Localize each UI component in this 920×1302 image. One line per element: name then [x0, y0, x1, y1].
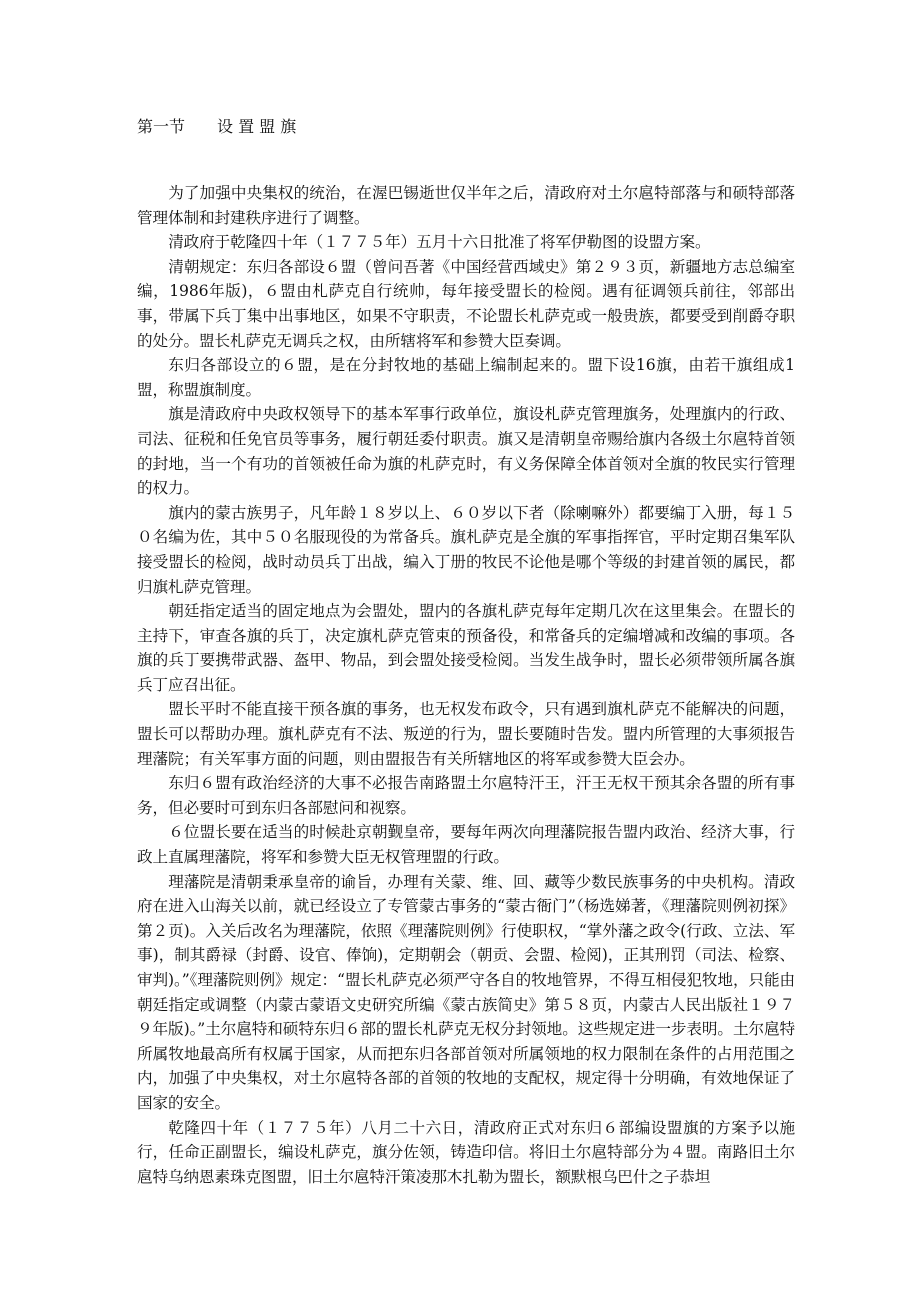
paragraph: 乾隆四十年（１７７５年）八月二十六日，清政府正式对东归６部编设盟旗的方案予以施行，任命正副盟长，编设札萨克，旗分佐领，铸造印信。将旧土尔扈特部分为４盟。南路旧土尔扈特乌纳恩素珠克图盟，旧土尔扈特汗策凌那木扎勒为盟长，额默根乌巴什之子恭坦 [137, 1118, 795, 1186]
paragraph: 旗是清政府中央政权领导下的基本军事行政单位，旗设札萨克管理旗务，处理旗内的行政、司法、征税和任免官员等事务，履行朝廷委付职责。旗又是清朝皇帝赐给旗内各级土尔扈特首领的封地，当一个有功的首领被任命为旗的札萨克时，有义务保障全体首领对全旗的牧民实行管理的权力。 [137, 405, 795, 498]
paragraph: ６位盟长要在适当的时候赴京朝觐皇帝，要每年两次向理藩院报告盟内政治、经济大事，行政上直属理藩院，将军和参赞大臣无权管理盟的行政。 [137, 823, 795, 867]
body-text [137, 181, 795, 1189]
paragraph: 盟长平时不能直接干预各旗的事务，也无权发布政令，只有遇到旗札萨克不能解决的问题，盟长可以帮助办理。旗札萨克有不法、叛逆的行为，盟长要随时告发。盟内所管理的大事须报告理藩院；有关军事方面的问题，则由盟报告有关所辖地区的将军或参赞大臣会办。 [137, 700, 795, 768]
paragraph: 东归６盟有政治经济的大事不必报告南路盟土尔扈特汗王，汗王无权干预其余各盟的所有事务，但必要时可到东归各部慰问和视察。 [137, 774, 795, 817]
paragraph: 清朝规定：东归各部设６盟（曾问吾著《中国经营西域史》第２９３页，新疆地方志总编室编，1986年版)，６盟由札萨克自行统帅，每年接受盟长的检阅。遇有征调领兵前往，邻部出事，带属下兵丁集中出事地区，如果不守职责，不论盟长札萨克或一般贵族，都要受到削爵夺职的处分。盟长札萨克无调兵之权，由所辖将军和参赞大臣奏调。 [137, 257, 795, 350]
paragraph: 旗内的蒙古族男子，凡年龄１８岁以上、６０岁以下者（除喇嘛外）都要编丁入册，每１５０名编为佐，其中５０名服现役的为常备兵。旗札萨克是全旗的军事指挥官，平时定期召集军队接受盟长的检阅，战时动员兵丁出战，编入丁册的牧民不论他是哪个等级的封建首领的属民，都归旗札萨克管理。 [137, 503, 795, 596]
paragraph: 理藩院是清朝秉承皇帝的谕旨，办理有关蒙、维、回、藏等少数民族事务的中央机构。清政府在进入山海关以前，就已经设立了专管蒙古事务的“蒙古衙门”（杨选娣著，《理藩院则例初探》第２页)。入关后改名为理藩院，依照《理藩院则例》行使职权，“掌外藩之政令(行政、立法、军事)，制其爵禄（封爵、设官、俸饷)，定期朝会（朝贡、会盟、检阅)，正其刑罚（司法、检察、审判)。”《理藩院则例》规定：“盟长札萨克必须严守各自的牧地管界，不得互相侵犯牧地，只能由朝廷指定或调整（内蒙古蒙语文史研究所编《蒙古族简史》第５８页，内蒙古人民出版社１９７９年版)。”土尔扈特和硕特东归６部的盟长札萨克无权分封领地。这些规定进一步表明。土尔扈特所属牧地最高所有权属于国家，从而把东归各部首领对所属领地的权力限制在条件的占用范围之内，加强了中央集权，对土尔扈特各部的首领的牧地的支配权，规定得十分明确，有效地保证了国家的安全。 [137, 872, 795, 1112]
section-title: 第一节 设 置 盟 旗 [137, 117, 297, 136]
paragraph: 朝廷指定适当的固定地点为会盟处，盟内的各旗札萨克每年定期几次在这里集会。在盟长的主持下，审查各旗的兵丁，决定旗札萨克管束的预备役，和常备兵的定编增减和改编的事项。各旗的兵丁要携带武器、盔甲、物品，到会盟处接受检阅。当发生战争时，盟长必须带领所属各旗兵丁应召出征。 [137, 602, 795, 694]
paragraph: 清政府于乾隆四十年（１７７５年）五月十六日批准了将军伊勒图的设盟方案。 [168, 233, 711, 252]
paragraph: 为了加强中央集权的统治，在渥巴锡逝世仅半年之后，清政府对土尔扈特部落与和硕特部落管理体制和封建秩序进行了调整。 [137, 184, 795, 227]
paragraph: 东归各部设立的６盟，是在分封牧地的基础上编制起来的。盟下设16旗，由若干旗组成1盟，称盟旗制度。 [137, 356, 795, 399]
